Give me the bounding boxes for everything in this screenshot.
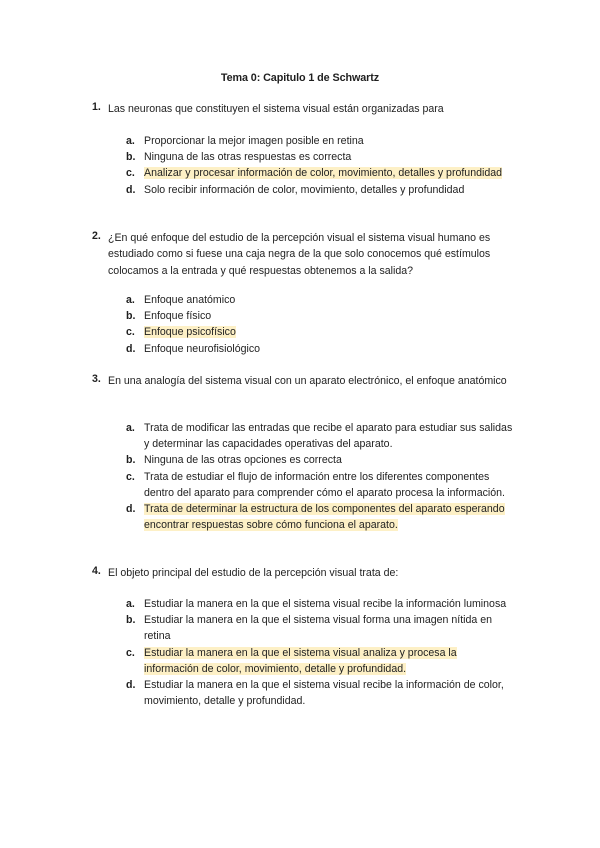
question-number: 3. <box>92 373 101 385</box>
option-text: Estudiar la manera en la que el sistema visual forma una imagen nítida en retina <box>144 614 493 643</box>
highlighted-answer: Analizar y procesar información de color, movimiento, detalles y profundidad <box>144 167 503 180</box>
question-number: 1. <box>92 101 101 113</box>
question-text: En una analogía del sistema visual con un aparato electrónico, el enfoque anatómico <box>108 375 507 387</box>
question-text: ¿En qué enfoque del estudio de la percepción visual el sistema visual humano es estudiado como si fuese una caja negra de la que solo conocemos qué estímulos colocamos a la entrada y qué respuestas obtenemos a la salida? <box>108 232 491 277</box>
option-text-wrap <box>144 165 514 181</box>
option-b <box>0 452 600 468</box>
question-2-options <box>0 292 600 357</box>
question-1-options <box>0 133 600 198</box>
highlighted-answer: Estudiar la manera en la que el sistema visual analiza y procesa la información de color, movimiento, detalle y profundidad. <box>144 646 457 675</box>
option-letter: a. <box>126 294 135 306</box>
option-letter: a. <box>126 422 135 434</box>
option-d <box>0 341 600 357</box>
option-c-correct <box>0 324 600 340</box>
option-a <box>0 133 600 149</box>
option-a <box>0 292 600 308</box>
option-a <box>0 420 600 452</box>
option-text: Enfoque anatómico <box>144 294 236 306</box>
question-4-options <box>0 596 600 709</box>
option-letter: b. <box>126 310 136 323</box>
option-text: Trata de estudiar el flujo de información entre los diferentes componentes dentro del aparato para comprender cómo el aparato procesa la información. <box>144 470 505 499</box>
option-text: Estudiar la manera en la que el sistema visual recibe la información de color, movimiento, detalle y profundidad. <box>144 679 504 708</box>
option-letter: c. <box>126 167 135 180</box>
option-letter: b. <box>126 454 136 467</box>
option-letter: d. <box>126 679 136 692</box>
option-b <box>0 149 600 165</box>
question-text: El objeto principal del estudio de la percepción visual trata de: <box>108 567 399 579</box>
option-text: Estudiar la manera en la que el sistema visual recibe la información luminosa <box>144 598 507 610</box>
option-c <box>0 469 600 501</box>
option-letter: d. <box>126 342 136 355</box>
option-text: Solo recibir información de color, movimiento, detalles y profundidad <box>144 183 465 196</box>
option-a <box>0 596 600 612</box>
option-text: Proporcionar la mejor imagen posible en retina <box>144 135 364 147</box>
option-letter: d. <box>126 183 136 196</box>
highlighted-answer: Enfoque psicofísico <box>144 326 236 339</box>
option-d <box>0 677 600 709</box>
option-text: Ninguna de las otras respuestas es correcta <box>144 151 352 164</box>
option-d-correct <box>0 501 600 533</box>
option-text-wrap <box>144 645 514 677</box>
option-b <box>0 612 600 644</box>
option-letter: b. <box>126 151 136 164</box>
option-text-wrap <box>144 501 514 533</box>
option-letter: c. <box>126 646 135 659</box>
option-c-correct <box>0 645 600 677</box>
option-text-wrap <box>144 324 514 340</box>
option-text: Enfoque físico <box>144 310 212 323</box>
option-b <box>0 308 600 324</box>
document-title: Tema 0: Capitulo 1 de Schwartz <box>220 72 380 84</box>
option-text: Ninguna de las otras opciones es correcta <box>144 454 342 467</box>
option-text: Trata de modificar las entradas que recibe el aparato para estudiar sus salidas y determinar las capacidades operativas del aparato. <box>144 422 513 451</box>
question-3-options <box>0 420 600 533</box>
question-number: 4. <box>92 565 101 577</box>
option-letter: c. <box>126 326 135 339</box>
option-c-correct <box>0 165 600 181</box>
option-letter: d. <box>126 503 136 516</box>
option-d <box>0 182 600 198</box>
question-number: 2. <box>92 230 101 242</box>
highlighted-answer: Trata de determinar la estructura de los componentes del aparato esperando encontrar respuestas sobre cómo funciona el aparato. <box>144 503 505 532</box>
option-text: Enfoque neurofisiológico <box>144 342 261 355</box>
option-letter: b. <box>126 614 136 627</box>
option-letter: c. <box>126 470 135 483</box>
option-letter: a. <box>126 598 135 610</box>
option-letter: a. <box>126 135 135 147</box>
question-text: Las neuronas que constituyen el sistema visual están organizadas para <box>108 103 444 115</box>
